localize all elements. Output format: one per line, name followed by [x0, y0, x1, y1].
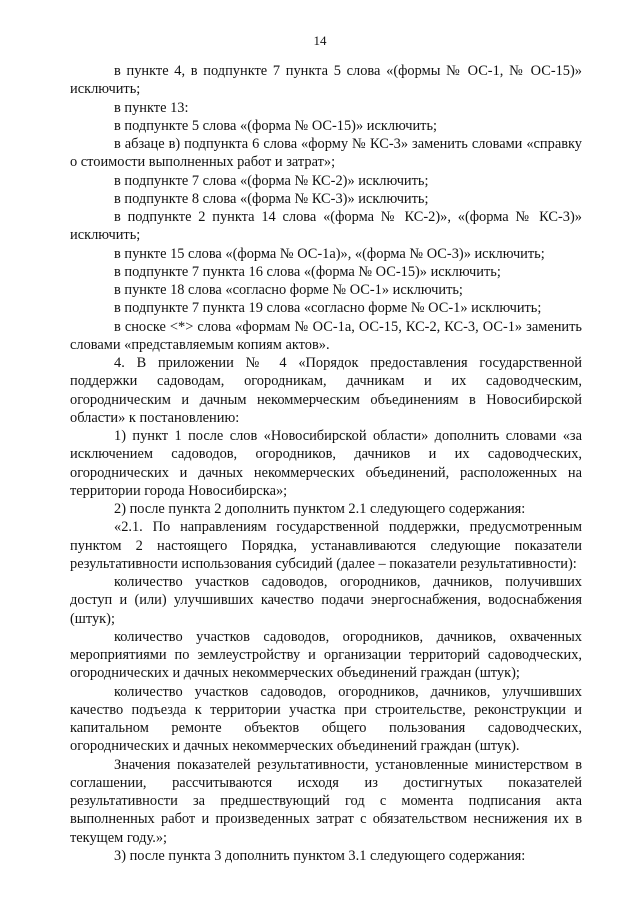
paragraph: в подпункте 8 слова «(форма № КС-3)» исключить;	[114, 190, 429, 207]
paragraph: количество участков садоводов, огородников, дачников, получивших доступ и (или) улучшивших качество подачи энергоснабжения, водоснабжения (штук);	[70, 574, 582, 627]
paragraph: 2) после пункта 2 дополнить пунктом 2.1 следующего содержания:	[114, 501, 526, 517]
paragraph: в подпункте 7 пункта 16 слова «(форма № ОС-15)» исключить;	[114, 263, 501, 280]
paragraph: 3) после пункта 3 дополнить пунктом 3.1 следующего содержания:	[114, 847, 526, 864]
paragraph: «2.1. По направлениям государственной поддержки, предусмотренным пунктом 2 настоящего Порядка, устанавливаются следующие показатели результативности использования субсидий (далее – показатели результативности):	[70, 519, 582, 572]
paragraph: 4. В приложении № 4 «Порядок предоставления государственной поддержки садоводам, огородникам, дачникам и их садоводческим, огородническим и дачным некоммерческим объединениям в Новосибирской области» к постановлению:	[70, 355, 582, 426]
paragraph: Значения показателей результативности, установленные министерством в соглашении, рассчитываются исходя из достигнутых показателей результативности за предшествующий год с момента подписания акта выполненных работ и произведенных затрат с обязательством неснижения их в текущем году.»;	[70, 756, 582, 846]
paragraph: количество участков садоводов, огородников, дачников, улучшивших качество подъезда к территории участка при строительстве, реконструкции и капитальном ремонте объектов общего пользования садоводческих, огороднических и дачных некоммерческих объединений граждан (штук).	[70, 683, 582, 755]
paragraph: в абзаце в) подпункта 6 слова «форму № КС-3» заменить словами «справку о стоимости выполненных работ и затрат»;	[70, 136, 582, 171]
paragraph: в пункте 18 слова «согласно форме № ОС-1» исключить;	[114, 282, 463, 298]
document-body	[70, 62, 582, 865]
paragraph: в пункте 4, в подпункте 7 пункта 5 слова «(формы № ОС-1, № ОС-15)» исключить;	[70, 63, 582, 98]
paragraph: в пункте 13:	[114, 99, 189, 116]
paragraph: количество участков садоводов, огородников, дачников, охваченных мероприятиями по землеустройству и организации территорий садоводческих, огороднических и дачных некоммерческих объединений граждан (штук);	[70, 628, 582, 682]
page-number: 14	[313, 33, 327, 48]
paragraph: в подпункте 2 пункта 14 слова «(форма № КС-2)», «(форма № КС-3)» исключить;	[70, 209, 582, 244]
paragraph: в сноске <*> слова «формам № ОС-1а, ОС-15, КС-2, КС-3, ОС-1» заменить словами «представляемым копиям актов».	[70, 318, 582, 353]
paragraph: в подпункте 7 слова «(форма № КС-2)» исключить;	[114, 172, 429, 189]
paragraph: в подпункте 5 слова «(форма № ОС-15)» исключить;	[114, 117, 438, 134]
paragraph: в пункте 15 слова «(форма № ОС-1а)», «(форма № ОС-3)» исключить;	[114, 245, 545, 262]
paragraph: 1) пункт 1 после слов «Новосибирской области» дополнить словами «за исключением садоводов, огородников, дачников и их садоводческих, огороднических и дачных некоммерческих объединений, расположенных на территории города Новосибирска»;	[70, 428, 582, 499]
paragraph: в подпункте 7 пункта 19 слова «согласно форме № ОС-1» исключить;	[114, 300, 542, 317]
